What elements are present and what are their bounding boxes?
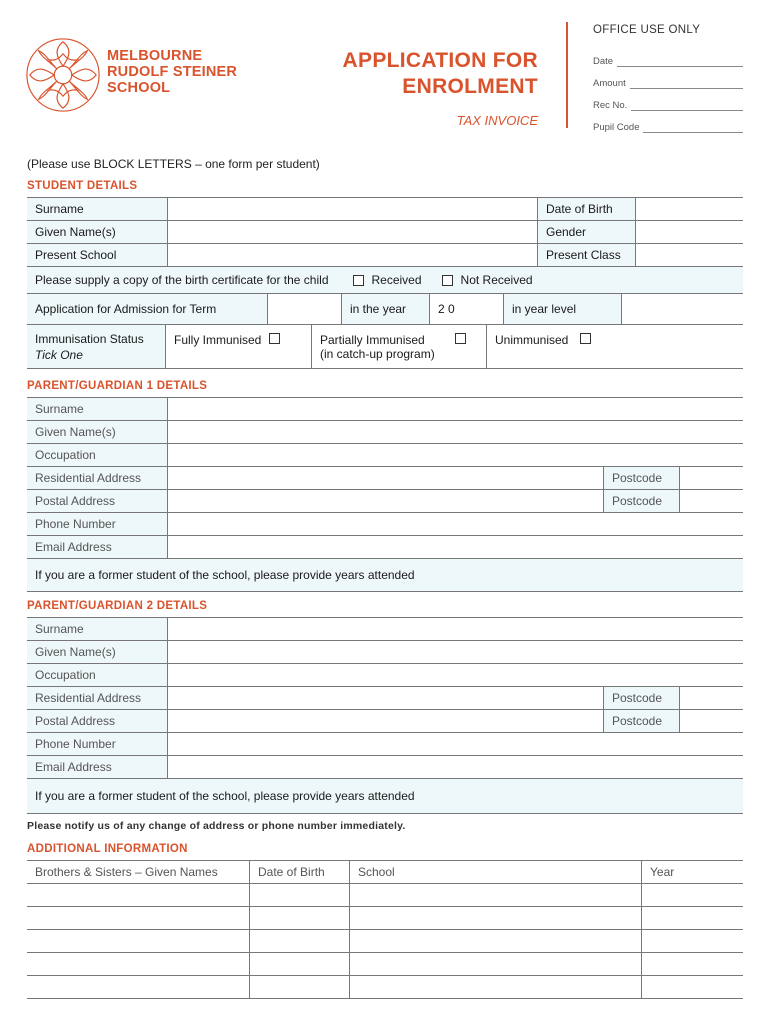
sibling-school-field[interactable] bbox=[349, 907, 641, 929]
p1-residential-field[interactable] bbox=[167, 467, 603, 489]
sibling-dob-field[interactable] bbox=[249, 930, 349, 952]
sibling-year-field[interactable] bbox=[641, 930, 743, 952]
parent1-row-postal bbox=[27, 490, 743, 513]
office-field-amount[interactable] bbox=[593, 67, 743, 89]
office-field-rec-no[interactable] bbox=[593, 89, 743, 111]
student-gender-field[interactable] bbox=[635, 221, 743, 243]
in-the-year-label: in the year bbox=[341, 294, 429, 324]
sibling-dob-field[interactable] bbox=[249, 953, 349, 975]
surname-label: Surname bbox=[27, 198, 167, 220]
p2-occupation-field[interactable] bbox=[167, 664, 743, 686]
parent2-row-postal bbox=[27, 710, 743, 733]
school-name bbox=[107, 48, 237, 96]
fully-immunised-option[interactable] bbox=[165, 325, 311, 368]
parent1-row-former[interactable] bbox=[27, 559, 743, 592]
office-field-label: Rec No. bbox=[593, 100, 628, 111]
col-sibling-names: Brothers & Sisters – Given Names bbox=[35, 865, 218, 879]
p1-phone-field[interactable] bbox=[167, 513, 743, 535]
fully-immunised-label: Fully Immunised bbox=[174, 333, 262, 347]
sibling-name-field[interactable] bbox=[27, 907, 249, 929]
office-use-panel bbox=[593, 24, 743, 133]
present-class-label: Present Class bbox=[537, 244, 635, 266]
given-names-label: Given Name(s) bbox=[27, 221, 167, 243]
not-received-checkbox[interactable] bbox=[442, 275, 453, 286]
p1-postal-label: Postal Address bbox=[27, 490, 167, 512]
parent1-row-email bbox=[27, 536, 743, 559]
student-row-birth-cert bbox=[27, 267, 743, 294]
sibling-school-field[interactable] bbox=[349, 930, 641, 952]
sibling-year-field[interactable] bbox=[641, 907, 743, 929]
student-row-surname bbox=[27, 198, 743, 221]
parent2-row-given bbox=[27, 641, 743, 664]
parent1-row-surname bbox=[27, 398, 743, 421]
birth-cert-cell bbox=[27, 267, 743, 293]
partially-immunised-text bbox=[320, 333, 435, 361]
form-title-line: ENROLMENT bbox=[402, 75, 538, 98]
col-sibling-dob: Date of Birth bbox=[249, 861, 349, 883]
birth-cert-label: Please supply a copy of the birth certificate for the child bbox=[35, 273, 329, 287]
sibling-name-field[interactable] bbox=[27, 930, 249, 952]
office-field-label: Amount bbox=[593, 78, 626, 89]
p2-given-field[interactable] bbox=[167, 641, 743, 663]
tick-one-label: Tick One bbox=[35, 347, 83, 362]
p2-residential-field[interactable] bbox=[167, 687, 603, 709]
p1-residential-postcode-field[interactable] bbox=[679, 467, 743, 489]
unimmunised-checkbox[interactable] bbox=[580, 333, 591, 344]
parent1-row-occupation bbox=[27, 444, 743, 467]
student-row-school bbox=[27, 244, 743, 267]
form-title bbox=[343, 48, 538, 100]
change-notice: Please notify us of any change of address or phone number immediately. bbox=[27, 820, 406, 832]
student-details-heading: STUDENT DETAILS bbox=[27, 180, 138, 192]
siblings-header-row bbox=[27, 861, 743, 884]
parent2-table bbox=[27, 617, 743, 814]
siblings-table bbox=[27, 860, 743, 999]
partially-immunised-label: Partially Immunised bbox=[320, 333, 425, 347]
present-school-label: Present School bbox=[27, 244, 167, 266]
sibling-name-field[interactable] bbox=[27, 976, 249, 998]
p2-residential-label: Residential Address bbox=[27, 687, 167, 709]
year-prefix: 2 0 bbox=[438, 302, 455, 316]
dob-label: Date of Birth bbox=[537, 198, 635, 220]
office-field-label: Pupil Code bbox=[593, 122, 640, 133]
p1-residential-label: Residential Address bbox=[27, 467, 167, 489]
office-field-pupil-code[interactable] bbox=[593, 111, 743, 133]
office-divider bbox=[566, 22, 568, 128]
not-received-label: Not Received bbox=[460, 273, 533, 287]
gender-label: Gender bbox=[537, 221, 635, 243]
p1-former-student-label: If you are a former student of the school, please provide years attended bbox=[35, 568, 415, 582]
office-field-line bbox=[630, 78, 743, 89]
student-row-given bbox=[27, 221, 743, 244]
table-row bbox=[27, 976, 743, 999]
office-use-title: OFFICE USE ONLY bbox=[593, 24, 701, 36]
p2-postcode-label: Postcode bbox=[603, 687, 679, 709]
immunisation-label: Immunisation Status bbox=[35, 331, 144, 346]
student-class-field[interactable] bbox=[635, 244, 743, 266]
p1-surname-label: Surname bbox=[27, 398, 167, 420]
col-sibling-year: Year bbox=[641, 861, 743, 883]
tax-invoice-label: TAX INVOICE bbox=[456, 113, 538, 128]
student-row-immunisation bbox=[27, 325, 743, 369]
school-name-line: RUDOLF STEINER bbox=[107, 64, 238, 80]
p2-postal-field[interactable] bbox=[167, 710, 603, 732]
instruction-text: (Please use BLOCK LETTERS – one form per student) bbox=[27, 157, 320, 171]
sibling-dob-field[interactable] bbox=[249, 907, 349, 929]
p2-phone-field[interactable] bbox=[167, 733, 743, 755]
parent2-row-email bbox=[27, 756, 743, 779]
p2-email-label: Email Address bbox=[27, 756, 167, 778]
table-row bbox=[27, 907, 743, 930]
received-label: Received bbox=[371, 273, 422, 287]
sibling-name-field[interactable] bbox=[27, 953, 249, 975]
p1-postcode-label: Postcode bbox=[603, 467, 679, 489]
p1-given-field[interactable] bbox=[167, 421, 743, 443]
school-name-line: SCHOOL bbox=[107, 80, 171, 96]
form-title-line: APPLICATION FOR bbox=[342, 49, 538, 72]
parent1-table bbox=[27, 397, 743, 592]
parent2-row-former[interactable] bbox=[27, 779, 743, 814]
parent2-row-occupation bbox=[27, 664, 743, 687]
parent2-row-surname bbox=[27, 618, 743, 641]
sibling-dob-field[interactable] bbox=[249, 976, 349, 998]
office-field-date[interactable] bbox=[593, 45, 743, 67]
sibling-year-field[interactable] bbox=[641, 976, 743, 998]
p2-postal-label: Postal Address bbox=[27, 710, 167, 732]
parent2-heading: PARENT/GUARDIAN 2 DETAILS bbox=[27, 600, 208, 612]
p2-postal-postcode-label: Postcode bbox=[603, 710, 679, 732]
student-surname-field[interactable] bbox=[167, 198, 537, 220]
p1-given-label: Given Name(s) bbox=[27, 421, 167, 443]
admission-term-field[interactable] bbox=[267, 294, 341, 324]
additional-heading: ADDITIONAL INFORMATION bbox=[27, 843, 188, 855]
immunisation-label-cell bbox=[27, 325, 165, 368]
parent2-row-residential bbox=[27, 687, 743, 710]
col-sibling-school: School bbox=[349, 861, 641, 883]
partially-immunised-option[interactable] bbox=[311, 325, 486, 368]
sibling-school-field[interactable] bbox=[349, 953, 641, 975]
parent1-row-given bbox=[27, 421, 743, 444]
sibling-name-field[interactable] bbox=[27, 884, 249, 906]
p1-occupation-field[interactable] bbox=[167, 444, 743, 466]
p1-postal-postcode-label: Postcode bbox=[603, 490, 679, 512]
student-dob-field[interactable] bbox=[635, 198, 743, 220]
school-name-line: MELBOURNE bbox=[107, 48, 203, 64]
parent1-heading: PARENT/GUARDIAN 1 DETAILS bbox=[27, 380, 208, 392]
parent1-row-phone bbox=[27, 513, 743, 536]
in-year-level-label: in year level bbox=[503, 294, 621, 324]
p2-email-field[interactable] bbox=[167, 756, 743, 778]
sibling-school-field[interactable] bbox=[349, 884, 641, 906]
p1-postal-field[interactable] bbox=[167, 490, 603, 512]
sibling-year-field[interactable] bbox=[641, 953, 743, 975]
p1-email-label: Email Address bbox=[27, 536, 167, 558]
office-field-line bbox=[643, 122, 743, 133]
p2-given-label: Given Name(s) bbox=[27, 641, 167, 663]
p2-residential-postcode-field[interactable] bbox=[679, 687, 743, 709]
table-row bbox=[27, 953, 743, 976]
p2-former-student-label: If you are a former student of the school, please provide years attended bbox=[35, 789, 415, 803]
student-details-table bbox=[27, 197, 743, 369]
parent2-row-phone bbox=[27, 733, 743, 756]
partially-immunised-checkbox[interactable] bbox=[455, 333, 466, 344]
p1-email-field[interactable] bbox=[167, 536, 743, 558]
unimmunised-option[interactable] bbox=[486, 325, 743, 368]
table-row bbox=[27, 884, 743, 907]
office-field-line bbox=[617, 56, 743, 67]
school-logo-icon bbox=[24, 36, 102, 114]
p2-phone-label: Phone Number bbox=[27, 733, 167, 755]
table-row bbox=[27, 930, 743, 953]
sibling-dob-field[interactable] bbox=[249, 884, 349, 906]
student-school-field[interactable] bbox=[167, 244, 537, 266]
student-row-admission bbox=[27, 294, 743, 325]
unimmunised-label: Unimmunised bbox=[495, 333, 569, 347]
fully-immunised-checkbox[interactable] bbox=[269, 333, 280, 344]
admission-label: Application for Admission for Term bbox=[27, 294, 267, 324]
p2-postal-postcode-field[interactable] bbox=[679, 710, 743, 732]
office-field-label: Date bbox=[593, 56, 614, 67]
p1-occupation-label: Occupation bbox=[27, 444, 167, 466]
admission-level-field[interactable] bbox=[621, 294, 743, 324]
p1-surname-field[interactable] bbox=[167, 398, 743, 420]
sibling-school-field[interactable] bbox=[349, 976, 641, 998]
p2-occupation-label: Occupation bbox=[27, 664, 167, 686]
office-field-line bbox=[631, 100, 743, 111]
parent1-row-residential bbox=[27, 467, 743, 490]
p2-surname-field[interactable] bbox=[167, 618, 743, 640]
admission-year-field[interactable] bbox=[429, 294, 503, 324]
sibling-year-field[interactable] bbox=[641, 884, 743, 906]
p1-postal-postcode-field[interactable] bbox=[679, 490, 743, 512]
partially-immunised-sublabel: (in catch-up program) bbox=[320, 347, 435, 361]
p2-surname-label: Surname bbox=[27, 618, 167, 640]
student-given-field[interactable] bbox=[167, 221, 537, 243]
received-checkbox[interactable] bbox=[353, 275, 364, 286]
p1-phone-label: Phone Number bbox=[27, 513, 167, 535]
